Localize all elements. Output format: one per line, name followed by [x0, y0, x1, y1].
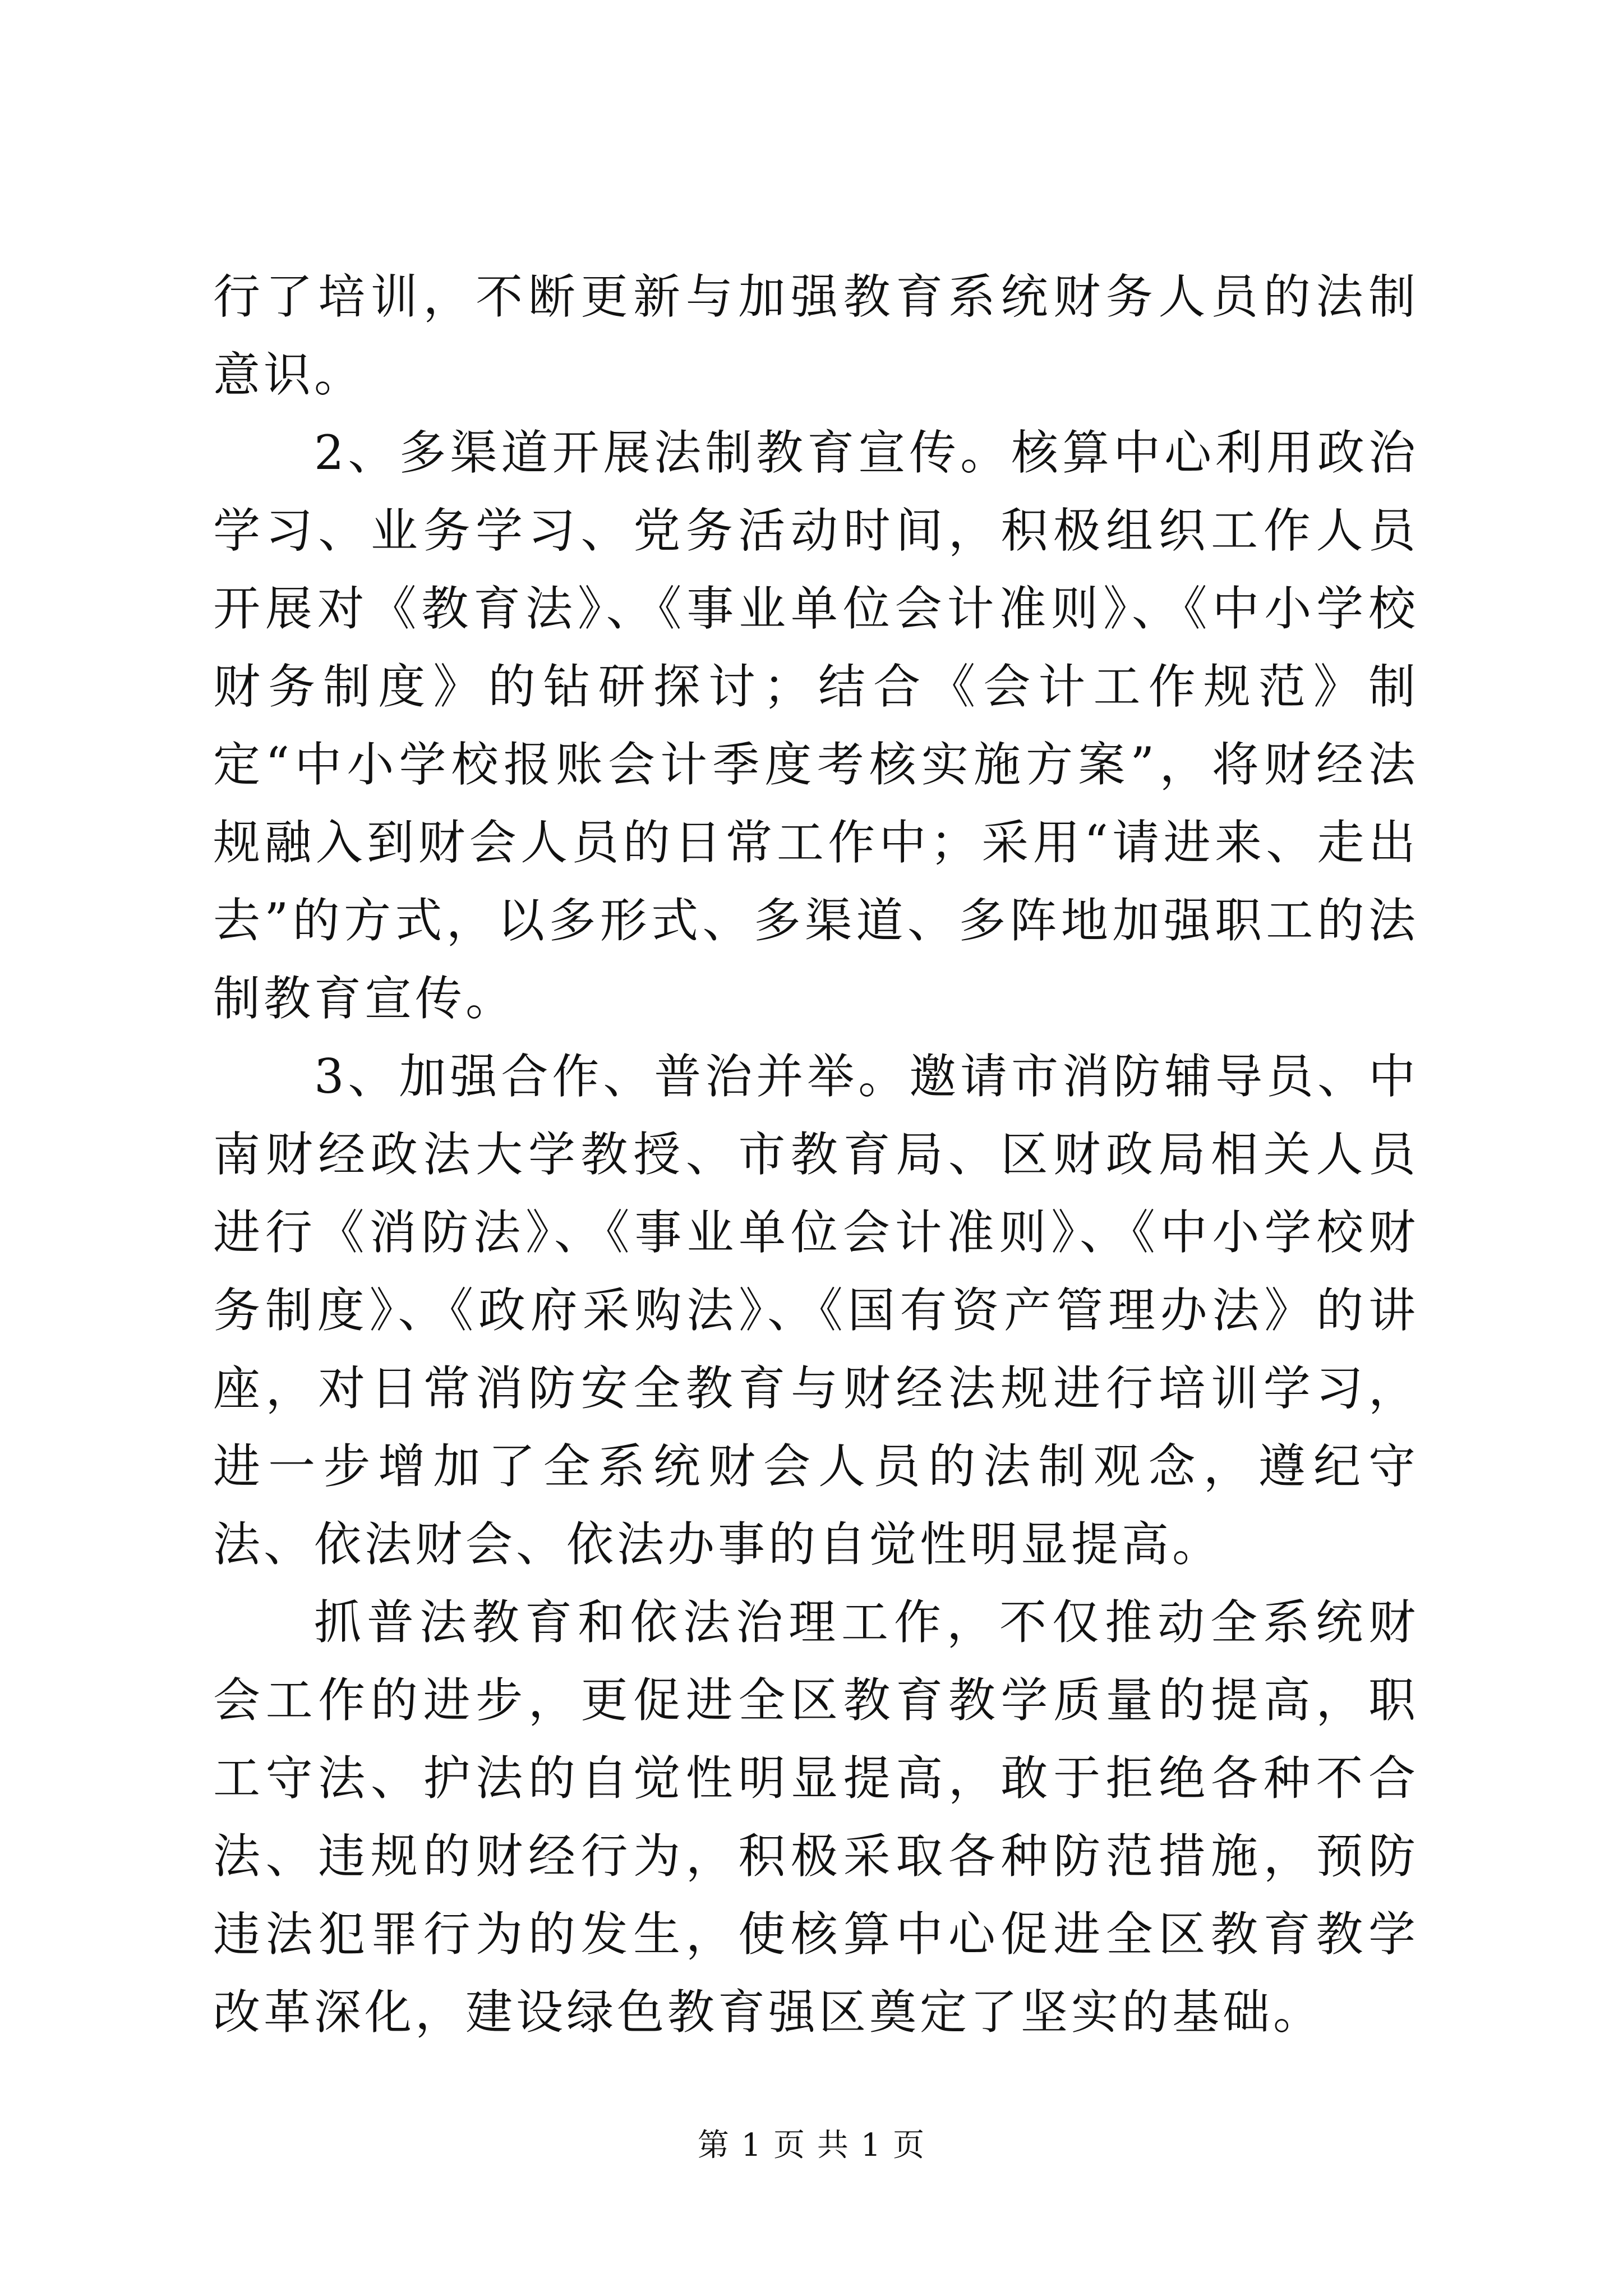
paragraph-continuation: 行了培训，不断更新与加强教育系统财务人员的法制意识。: [213, 269, 1419, 403]
document-body: [213, 258, 1419, 2051]
paragraph-conclusion: 抓普法教育和依法治理工作，不仅推动全系统财会工作的进步，更促进全区教育教学质量的提高，职工守法、护法的自觉性明显提高，敢于拒绝各种不合法、违规的财经行为，积极采取各种防范措施，预防违法犯罪行为的发生，使核算中心促进全区教育教学改革深化，建设绿色教育强区奠定了坚实的基础。: [213, 1595, 1419, 2040]
paragraph-item-3: 3、加强合作、普治并举。邀请市消防辅导员、中南财经政法大学教授、市教育局、区财政局相关人员进行《消防法》、《事业单位会计准则》、《中小学校财务制度》、《政府采购法》、《国有资产管理办法》的讲座，对日常消防安全教育与财经法规进行培训学习，进一步增加了全系统财会人员的法制观念，遵纪守法、依法财会、依法办事的自觉性明显提高。: [213, 1049, 1419, 1572]
page-number-footer: 第 1 页 共 1 页: [697, 2127, 926, 2164]
paragraph-item-2: 2、多渠道开展法制教育宣传。核算中心利用政治学习、业务学习、党务活动时间，积极组织工作人员开展对《教育法》、《事业单位会计准则》、《中小学校财务制度》的钻研探讨；结合《会计工作规范》制定“中小学校报账会计季度考核实施方案”，将财经法规融入到财会人员的日常工作中；采用“请进来、走出去”的方式，以多形式、多渠道、多阵地加强职工的法制教育宣传。: [213, 425, 1419, 1027]
